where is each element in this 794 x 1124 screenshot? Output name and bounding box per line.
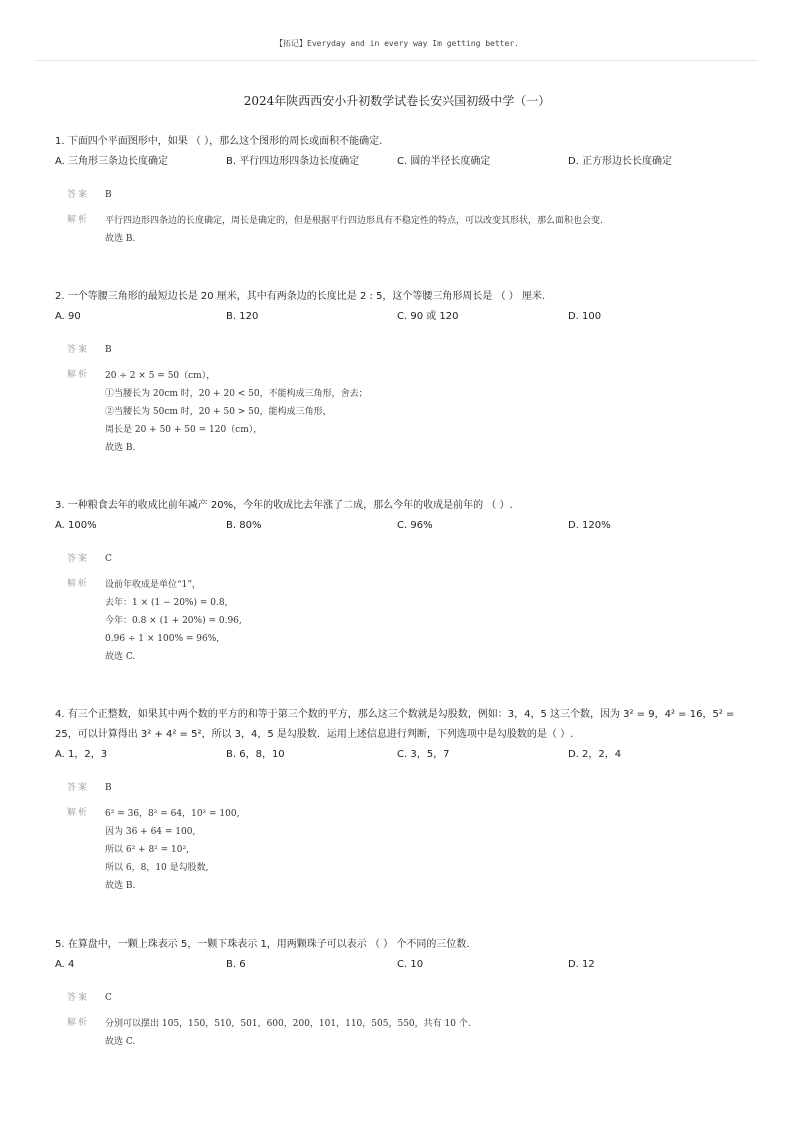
answer-label: 答案 [67, 190, 90, 200]
explain-line: 所以 6² + 8² = 10², [105, 845, 189, 855]
answer-label: 答案 [67, 783, 90, 793]
question-stem: 2. 一个等腰三角形的最短边长是 20 厘米，其中有两条边的长度比是 2 : 5，这个等腰三角形周长是 （ ） 厘米. [55, 291, 546, 302]
explain-label: 解析 [67, 215, 90, 225]
explain-line: 故选 C. [105, 652, 136, 662]
answer-block [55, 779, 745, 895]
question-options [55, 307, 745, 327]
answer-value: B [105, 783, 112, 793]
explain-line: 分别可以摆出 105，150，510，501，600，200，101，110，505，550，共有 10 个. [105, 1019, 471, 1029]
option-d[interactable]: D. 120% [568, 520, 611, 531]
explain-line: 设前年收成是单位“1”， [105, 580, 201, 590]
question-options [55, 955, 745, 975]
explain-line: 今年：0.8 × (1 + 20%) = 0.96, [105, 616, 242, 626]
question-2 [55, 287, 745, 457]
explain-line: 故选 C. [105, 1037, 136, 1047]
answer-block [55, 186, 745, 248]
question-stem: 1. 下面四个平面图形中，如果 （ ），那么这个图形的周长或面积不能确定. [55, 136, 383, 147]
question-stem: 4. 有三个正整数，如果其中两个数的平方的和等于第三个数的平方，那么这三个数就是勾股数，例如：3，4，5 这三个数，因为 3² = 9，4² = 16，5² = 25，可以计算得出 3² + 4² = 5²，所以 3，4，5 是勾股数．运用上述信息进行判断，下列选项中是勾股数的是（ ）. [55, 709, 735, 740]
option-a[interactable]: A. 90 [55, 311, 81, 322]
explain-line: 因为 36 + 64 = 100, [105, 827, 196, 837]
answer-value: B [105, 190, 112, 200]
explain-line: 平行四边形四条边的长度确定，周长是确定的，但是根据平行四边形具有不稳定性的特点，可以改变其形状，那么面积也会变. [105, 216, 603, 226]
option-b[interactable]: B. 6，8，10 [226, 749, 285, 760]
answer-block [55, 989, 745, 1051]
explain-label: 解析 [67, 370, 90, 380]
explain-line: 6² = 36，8² = 64，10² = 100, [105, 809, 240, 819]
question-options [55, 152, 745, 172]
option-d[interactable]: D. 100 [568, 311, 602, 322]
option-b[interactable]: B. 80% [226, 520, 262, 531]
option-c[interactable]: C. 90 或 120 [397, 311, 459, 322]
explain-label: 解析 [67, 579, 90, 589]
option-a[interactable]: A. 100% [55, 520, 97, 531]
answer-block [55, 550, 745, 666]
header-divider [36, 60, 758, 61]
explain-label: 解析 [67, 1018, 90, 1028]
option-a[interactable]: A. 1，2，3 [55, 749, 108, 760]
explain-line: 0.96 ÷ 1 × 100% = 96%, [105, 634, 220, 644]
question-5 [55, 935, 745, 1051]
option-a[interactable]: A. 三角形三条边长度确定 [55, 156, 169, 167]
explain-label: 解析 [67, 808, 90, 818]
page-header: 【拓记】Everyday and in every way Im getting better. [275, 39, 519, 48]
page-title: 2024年陕西西安小升初数学试卷长安兴国初级中学（一） [243, 94, 551, 108]
option-b[interactable]: B. 120 [226, 311, 259, 322]
explain-line: 周长是 20 + 50 + 50 = 120（cm）， [105, 425, 263, 435]
question-options [55, 745, 745, 765]
answer-block [55, 341, 745, 457]
explain-line: 故选 B. [105, 234, 136, 244]
question-4 [55, 705, 745, 895]
option-d[interactable]: D. 正方形边长长度确定 [568, 156, 673, 167]
option-a[interactable]: A. 4 [55, 959, 75, 970]
answer-value: C [105, 554, 112, 564]
question-stem: 5. 在算盘中，一颗上珠表示 5，一颗下珠表示 1，用两颗珠子可以表示 （ ） 个不同的三位数. [55, 939, 470, 950]
explain-line: 所以 6，8，10 是勾股数, [105, 863, 209, 873]
option-d[interactable]: D. 12 [568, 959, 595, 970]
option-c[interactable]: C. 3，5，7 [397, 749, 450, 760]
question-1 [55, 132, 745, 248]
answer-label: 答案 [67, 993, 90, 1003]
question-options [55, 516, 745, 536]
answer-label: 答案 [67, 345, 90, 355]
explain-line: 故选 B. [105, 443, 136, 453]
question-3 [55, 496, 745, 666]
explain-line: 去年：1 × (1 − 20%) = 0.8, [105, 598, 228, 608]
option-c[interactable]: C. 96% [397, 520, 433, 531]
question-stem: 3. 一种粮食去年的收成比前年减产 20%，今年的收成比去年涨了二成，那么今年的收成是前年的 （ ）. [55, 500, 513, 511]
explain-line: 故选 B. [105, 881, 136, 891]
explain-line: 20 ÷ 2 × 5 = 50（cm）， [105, 371, 216, 381]
explain-line: ①当腰长为 20cm 时，20 + 20 < 50，不能构成三角形，舍去； [105, 389, 368, 399]
option-c[interactable]: C. 10 [397, 959, 424, 970]
explain-line: ②当腰长为 50cm 时，20 + 50 > 50，能构成三角形， [105, 407, 332, 417]
answer-label: 答案 [67, 554, 90, 564]
option-b[interactable]: B. 6 [226, 959, 246, 970]
option-d[interactable]: D. 2，2，4 [568, 749, 622, 760]
answer-value: C [105, 993, 112, 1003]
answer-value: B [105, 345, 112, 355]
option-b[interactable]: B. 平行四边形四条边长度确定 [226, 156, 360, 167]
option-c[interactable]: C. 圆的半径长度确定 [397, 156, 491, 167]
